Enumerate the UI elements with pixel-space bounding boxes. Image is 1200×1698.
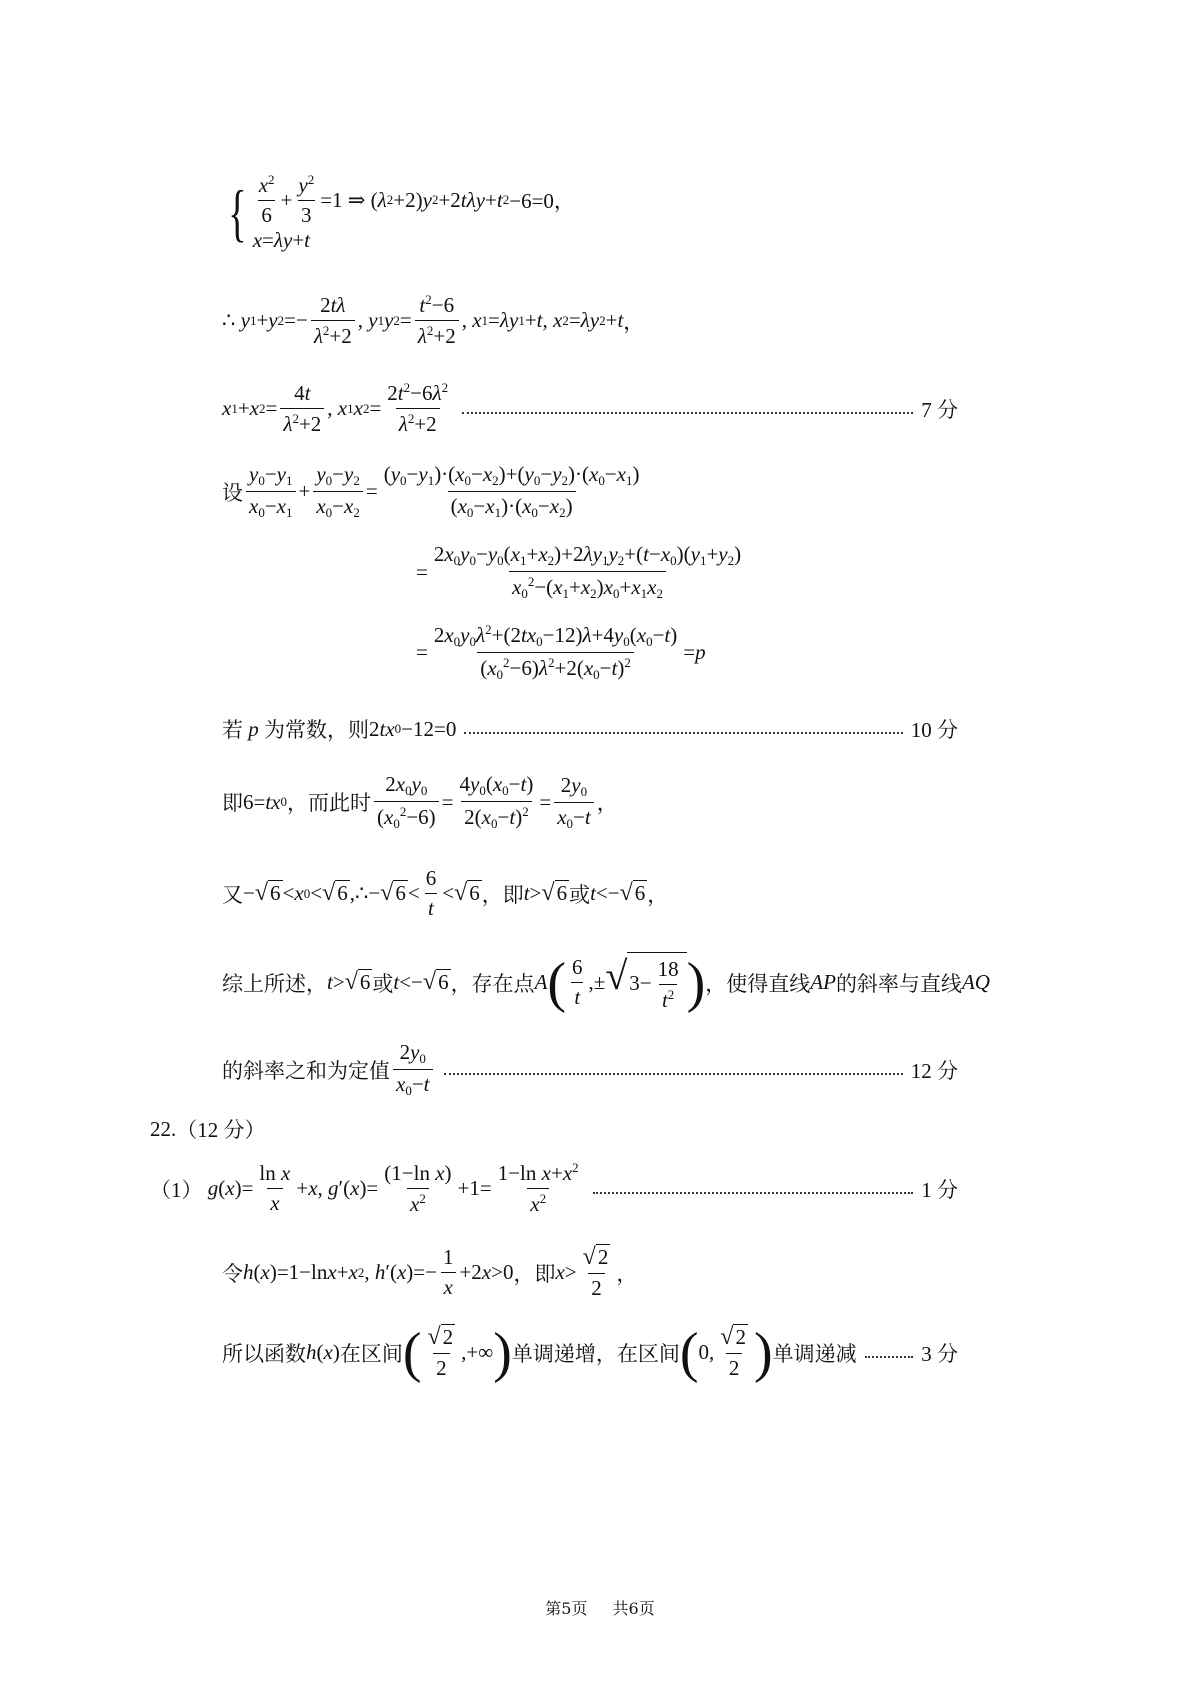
- conclusion-line: 综上所述， t > √ 6 或 t <− √ 6 ，存在点 A ( $\frac{6}{t}$ ,± √ 3− $\frac{18}{t^2}$ ) ，使得直线 AP 的斜率与直线 AQ: [222, 951, 990, 1014]
- leader-dots: [462, 412, 913, 414]
- question-number: 22.: [150, 1116, 177, 1141]
- slope-sum-line: 设 $\frac{y_0-y_1}{x_0-x_1}$ + $\frac{y_0-y_2}{x_0-x_2}$ = $\frac{(y_0-y_1)\cdot(x_0-x_2)+(y_0-y_2)\cdot(x_0-x_1)}{(x_0-x_1)\cdot(x_0-x_2)}$: [222, 462, 640, 520]
- ratio-line: 即 6= tx 0 ，而此时 $\frac{2x_0y_0}{(x_0^2-6)}$ = $\frac{4y_0(x_0-t)}{2(x_0-t)^2}$ = $\frac{2y_0}{x_0-t}$ ，: [222, 772, 618, 831]
- score-3: 3 分: [921, 1341, 958, 1366]
- step-2-line: = $\frac{2x_0y_0-y_0(x_1+x_2)+2\lambda y_1y_2+(t-x_0)(y_1+y_2)}{x_0^2-(x_1+x_2)x_0+x_1x_2}$: [416, 542, 742, 601]
- score-1: 1 分: [921, 1177, 958, 1202]
- vieta-x-line: x 1 + x 2 = $\frac{4t}{\lambda^2+2}$ , x 1 x 2 = $\frac{2t^2-6\lambda^2}{\lambda^2+2}$ 7 分: [222, 380, 958, 436]
- constant-condition-line: 若 p 为常数，则 2 tx 0 −12=0 10 分: [222, 714, 958, 744]
- score-7: 7 分: [921, 397, 958, 422]
- equation-system: { $\frac{x^2}{6}$ + $\frac{y^2}{3}$ =1 ⇒ ( λ 2 +2) y 2 +2 tλy + t 2 −6=0， x=λy+t: [228, 172, 575, 252]
- score-12: 12 分: [910, 1058, 958, 1083]
- monotonic-line: 所以函数 h ( x ) 在区间 ( √ 2 2 ,+∞ ) 单调递增，在区间 ( 0, √ 2 2 ) 单调递减 3 分: [222, 1321, 958, 1384]
- step-3-line: = $\frac{2x_0y_0\lambda^2+(2tx_0-12)\lambda+4y_0(x_0-t)}{(x_0^2-6)\lambda^2+2(x_0-t)^2}$ = p: [416, 622, 706, 682]
- she-label: 设: [222, 480, 243, 505]
- part1-label: （1）: [150, 1177, 203, 1202]
- let-h-line: 令 h ( x )=1−ln x + x 2 , h ′( x )=− $\frac{1}{x}$ +2 x >0 ，即 x > √ 2 2 ，: [222, 1244, 638, 1300]
- page-total: 共6页: [612, 1599, 655, 1618]
- part1-derivative-line: （1） g ( x )= $\frac{\text{ln x}}{x}$ + x , g ′( x )= $\frac{\text{(1−ln x)}}{x^2}$ +1= $\frac{1-\ln x+x^2}{x^2}$ 1 分: [150, 1160, 958, 1216]
- therefore-symbol: ∴: [222, 308, 236, 332]
- range-line: 又 − √ 6 < x 0 < √ 6 ,∴− √ 6 < $\frac{6}{t}$ < √ 6 ，即 t > √ 6 或 t <− √ 6 ，: [222, 866, 669, 920]
- question-points: （12 分）: [176, 1118, 266, 1142]
- score-10: 10 分: [910, 718, 958, 742]
- fixed-value-line: 的斜率之和为定值 $\frac{2y_0}{x_0-t}$ 12 分: [222, 1040, 958, 1098]
- page-footer: [0, 1596, 1200, 1619]
- page-number: 第5页: [545, 1599, 588, 1618]
- question-22-header: [150, 1114, 266, 1144]
- left-brace: {: [228, 176, 247, 248]
- vieta-y-line: ∴ y 1 + y 2 =− $\frac{2t\lambda}{\lambda^2+2}$ , y 1 y 2 = $\frac{t^2-6}{\lambda^2+2}$ , x 1 = λy 1 + t , x 2 = λy 2 + t ，: [222, 292, 645, 348]
